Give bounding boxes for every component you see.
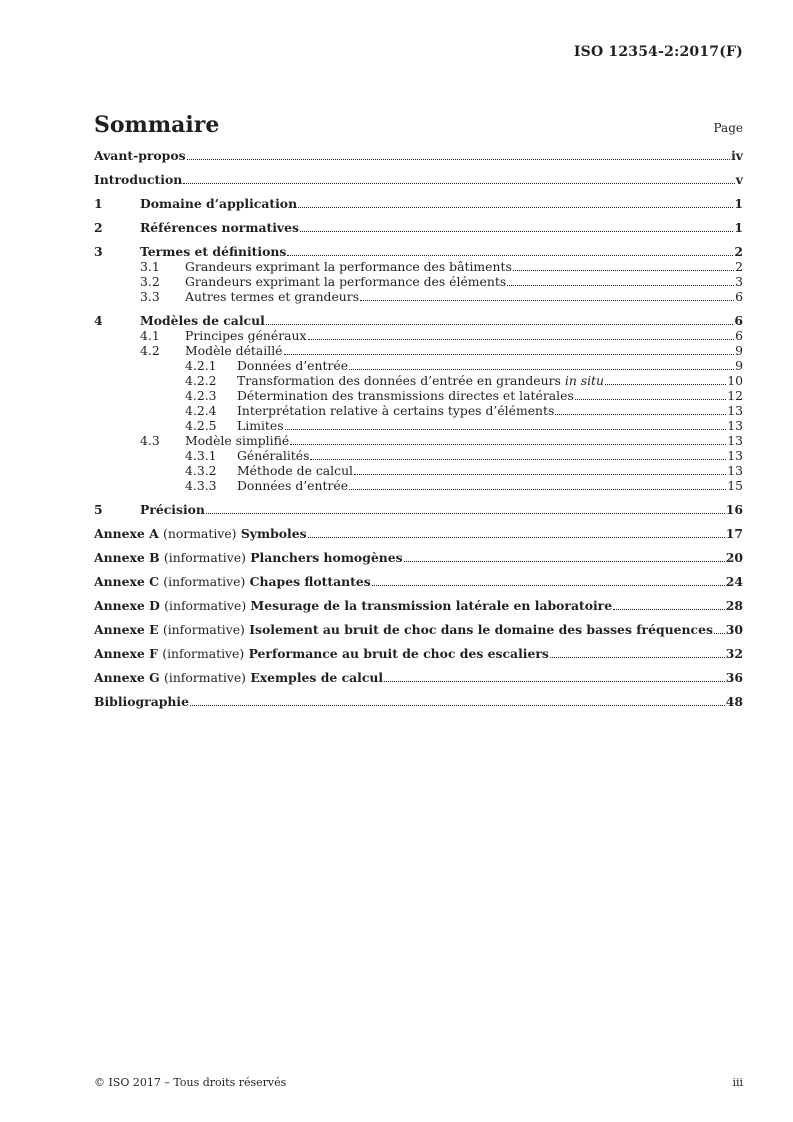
toc-entry-label: Modèle simplifié bbox=[185, 433, 290, 448]
annex-title: Isolement au bruit de choc dans le domaine des basses fréquences bbox=[249, 622, 713, 637]
toc-entry-page: 6 bbox=[735, 289, 743, 304]
page-footer bbox=[94, 1076, 743, 1089]
toc-entry-label: Introduction bbox=[94, 172, 183, 187]
annex-prefix: Annexe G bbox=[94, 670, 160, 685]
dot-leader bbox=[360, 300, 734, 301]
toc-entry-label: Principes généraux bbox=[185, 328, 307, 343]
toc-entry-section-4-3-1[interactable] bbox=[94, 448, 743, 463]
toc-entry-number: 4 bbox=[94, 313, 103, 328]
annex-prefix: Annexe A bbox=[94, 526, 159, 541]
toc-entry-page: 13 bbox=[727, 433, 743, 448]
toc-entry-number: 4.2 bbox=[140, 343, 160, 358]
toc-entry-section-4-2-4[interactable] bbox=[94, 403, 743, 418]
page-number: iii bbox=[732, 1076, 743, 1089]
toc-entry-number: 4.2.2 bbox=[185, 373, 217, 388]
toc-entry-page: 30 bbox=[725, 622, 743, 637]
toc-entry-number: 3.3 bbox=[140, 289, 160, 304]
annex-kind: (informative) bbox=[162, 622, 245, 637]
toc-entry-label-italic: in situ bbox=[564, 373, 605, 388]
toc-entry-page: 1 bbox=[734, 220, 743, 235]
toc-entry-page: v bbox=[735, 172, 743, 187]
toc-entry-label bbox=[94, 598, 612, 613]
toc-entry-section-4-1[interactable] bbox=[94, 328, 743, 343]
toc-entry-page: 9 bbox=[735, 358, 743, 373]
toc-entry-page: 36 bbox=[725, 670, 743, 685]
toc-entry-annex-e[interactable] bbox=[94, 622, 743, 637]
annex-kind: (normative) bbox=[163, 526, 237, 541]
dot-leader bbox=[284, 354, 735, 355]
toc-entry-label: Données d’entrée bbox=[237, 478, 349, 493]
toc-entry-page: 3 bbox=[735, 274, 743, 289]
toc-entry-label: Modèles de calcul bbox=[140, 313, 265, 328]
toc-entry-label bbox=[94, 622, 713, 637]
toc-entry-label bbox=[94, 646, 549, 661]
toc-entry-page: 13 bbox=[727, 403, 743, 418]
toc-entry-section-4-3-3[interactable] bbox=[94, 478, 743, 493]
toc-entry-label: Domaine d’application bbox=[140, 196, 298, 211]
page-column-label: Page bbox=[713, 121, 743, 135]
toc-entry-page: 1 bbox=[734, 196, 743, 211]
dot-leader bbox=[285, 429, 727, 430]
toc-entry-number: 4.2.3 bbox=[185, 388, 217, 403]
toc-entry-section-4-2-5[interactable] bbox=[94, 418, 743, 433]
annex-kind: (informative) bbox=[164, 670, 247, 685]
toc-entry-number: 2 bbox=[94, 220, 103, 235]
annex-prefix: Annexe B bbox=[94, 550, 160, 565]
toc-entry-page: 13 bbox=[727, 418, 743, 433]
toc-entry-number: 3 bbox=[94, 244, 103, 259]
toc-entry-page: 48 bbox=[725, 694, 743, 709]
toc-entry-label bbox=[94, 574, 371, 589]
toc-entry-section-4-3[interactable] bbox=[94, 433, 743, 448]
toc-entry-page: 6 bbox=[735, 328, 743, 343]
toc-entry-section-4-2[interactable] bbox=[94, 343, 743, 358]
dot-leader bbox=[290, 444, 726, 445]
toc-entry-page: 24 bbox=[725, 574, 743, 589]
toc-entry-number: 3.1 bbox=[140, 259, 160, 274]
toc-entry-page: 32 bbox=[725, 646, 743, 661]
annex-kind: (informative) bbox=[164, 598, 247, 613]
dot-leader bbox=[550, 657, 725, 658]
toc-entry-page: 2 bbox=[735, 259, 743, 274]
toc-entry-label: Interprétation relative à certains types d’éléments bbox=[237, 403, 555, 418]
toc-entry-page: 16 bbox=[725, 502, 743, 517]
dot-leader bbox=[183, 183, 735, 184]
toc-entry-label: Avant-propos bbox=[94, 148, 186, 163]
dot-leader bbox=[266, 324, 734, 325]
toc-entry-number: 4.3.3 bbox=[185, 478, 217, 493]
toc-entry-label: Termes et définitions bbox=[140, 244, 287, 259]
toc-entry-label bbox=[94, 670, 383, 685]
toc-entry-page: 13 bbox=[727, 448, 743, 463]
dot-leader bbox=[308, 339, 735, 340]
dot-leader bbox=[555, 414, 726, 415]
toc-entry-section-4-2-2[interactable] bbox=[94, 373, 743, 388]
toc-entry-section-3-1[interactable] bbox=[94, 259, 743, 274]
toc-entry-label: Grandeurs exprimant la performance des éléments bbox=[185, 274, 507, 289]
page-title: Sommaire bbox=[94, 112, 220, 138]
toc-title-row bbox=[94, 112, 743, 138]
dot-leader bbox=[349, 489, 726, 490]
toc-entry-number: 3.2 bbox=[140, 274, 160, 289]
dot-leader bbox=[349, 369, 734, 370]
toc-entry-section-3[interactable] bbox=[94, 244, 743, 259]
toc-entry-page: 6 bbox=[734, 313, 743, 328]
toc-entry-number: 4.2.5 bbox=[185, 418, 217, 433]
copyright-notice: © ISO 2017 – Tous droits réservés bbox=[94, 1076, 287, 1089]
toc-entry-label bbox=[94, 526, 307, 541]
annex-title: Symboles bbox=[240, 526, 307, 541]
toc-entry-bibliographie[interactable] bbox=[94, 694, 743, 709]
toc-entry-label: Références normatives bbox=[140, 220, 299, 235]
toc-entry-section-5[interactable] bbox=[94, 502, 743, 517]
dot-leader bbox=[404, 561, 725, 562]
toc-entry-label: Généralités bbox=[237, 448, 310, 463]
annex-kind: (informative) bbox=[162, 646, 245, 661]
document-reference: ISO 12354-2:2017(F) bbox=[573, 44, 743, 60]
dot-leader bbox=[287, 255, 733, 256]
table-of-contents bbox=[94, 148, 743, 709]
toc-entry-label-text: Transformation des données d’entrée en grandeurs bbox=[237, 373, 561, 388]
toc-entry-number: 4.3.1 bbox=[185, 448, 217, 463]
dot-leader bbox=[513, 270, 734, 271]
dot-leader bbox=[507, 285, 734, 286]
toc-entry-label: Modèle détaillé bbox=[185, 343, 283, 358]
toc-entry-number: 4.3 bbox=[140, 433, 160, 448]
toc-entry-annex-b[interactable] bbox=[94, 550, 743, 565]
toc-entry-section-4[interactable] bbox=[94, 313, 743, 328]
toc-entry-page: 15 bbox=[727, 478, 743, 493]
toc-entry-label: Bibliographie bbox=[94, 694, 190, 709]
toc-entry-page: 20 bbox=[725, 550, 743, 565]
annex-prefix: Annexe E bbox=[94, 622, 159, 637]
dot-leader bbox=[190, 705, 725, 706]
annex-title: Performance au bruit de choc des escaliers bbox=[248, 646, 549, 661]
toc-entry-annex-f[interactable] bbox=[94, 646, 743, 661]
toc-entry-section-1[interactable] bbox=[94, 196, 743, 211]
toc-entry-page: 12 bbox=[727, 388, 743, 403]
toc-entry-page: 2 bbox=[734, 244, 743, 259]
toc-entry-annex-d[interactable] bbox=[94, 598, 743, 613]
toc-entry-section-3-3[interactable] bbox=[94, 289, 743, 304]
toc-entry-introduction[interactable] bbox=[94, 172, 743, 187]
toc-entry-page: 28 bbox=[725, 598, 743, 613]
toc-entry-label: Précision bbox=[140, 502, 205, 517]
dot-leader bbox=[310, 459, 726, 460]
toc-entry-number: 4.3.2 bbox=[185, 463, 217, 478]
toc-entry-label bbox=[94, 550, 403, 565]
dot-leader bbox=[354, 474, 726, 475]
dot-leader bbox=[300, 231, 733, 232]
toc-entry-section-4-3-2[interactable] bbox=[94, 463, 743, 478]
toc-entry-page: 17 bbox=[725, 526, 743, 541]
dot-leader bbox=[187, 159, 731, 160]
toc-entry-number: 4.1 bbox=[140, 328, 160, 343]
dot-leader bbox=[372, 585, 725, 586]
dot-leader bbox=[206, 513, 725, 514]
toc-entry-label: Limites bbox=[237, 418, 284, 433]
toc-entry-label: Grandeurs exprimant la performance des bâtiments bbox=[185, 259, 512, 274]
toc-entry-number: 4.2.4 bbox=[185, 403, 217, 418]
toc-entry-section-2[interactable] bbox=[94, 220, 743, 235]
dot-leader bbox=[613, 609, 725, 610]
toc-entry-number: 1 bbox=[94, 196, 103, 211]
annex-title: Exemples de calcul bbox=[250, 670, 384, 685]
toc-entry-label: Données d’entrée bbox=[237, 358, 349, 373]
annex-kind: (informative) bbox=[163, 574, 246, 589]
toc-entry-label: Méthode de calcul bbox=[237, 463, 354, 478]
toc-entry-number: 5 bbox=[94, 502, 103, 517]
dot-leader bbox=[308, 537, 725, 538]
dot-leader bbox=[384, 681, 725, 682]
toc-entry-label: Autres termes et grandeurs bbox=[185, 289, 360, 304]
dot-leader bbox=[714, 633, 725, 634]
annex-prefix: Annexe F bbox=[94, 646, 158, 661]
dot-leader bbox=[298, 207, 733, 208]
toc-entry-avant-propos[interactable] bbox=[94, 148, 743, 163]
toc-entry-label bbox=[237, 373, 604, 388]
annex-title: Mesurage de la transmission latérale en laboratoire bbox=[250, 598, 613, 613]
dot-leader bbox=[605, 384, 726, 385]
annex-title: Chapes flottantes bbox=[249, 574, 371, 589]
toc-entry-label: Détermination des transmissions directes et latérales bbox=[237, 388, 574, 403]
toc-entry-page: iv bbox=[731, 148, 743, 163]
toc-entry-page: 9 bbox=[735, 343, 743, 358]
toc-entry-number: 4.2.1 bbox=[185, 358, 217, 373]
toc-entry-page: 10 bbox=[727, 373, 743, 388]
toc-entry-section-3-2[interactable] bbox=[94, 274, 743, 289]
toc-entry-page: 13 bbox=[727, 463, 743, 478]
toc-entry-annex-c[interactable] bbox=[94, 574, 743, 589]
toc-entry-annex-a[interactable] bbox=[94, 526, 743, 541]
toc-entry-annex-g[interactable] bbox=[94, 670, 743, 685]
annex-prefix: Annexe C bbox=[94, 574, 159, 589]
toc-entry-section-4-2-3[interactable] bbox=[94, 388, 743, 403]
toc-entry-section-4-2-1[interactable] bbox=[94, 358, 743, 373]
annex-prefix: Annexe D bbox=[94, 598, 160, 613]
dot-leader bbox=[575, 399, 726, 400]
annex-kind: (informative) bbox=[163, 550, 246, 565]
annex-title: Planchers homogènes bbox=[250, 550, 403, 565]
